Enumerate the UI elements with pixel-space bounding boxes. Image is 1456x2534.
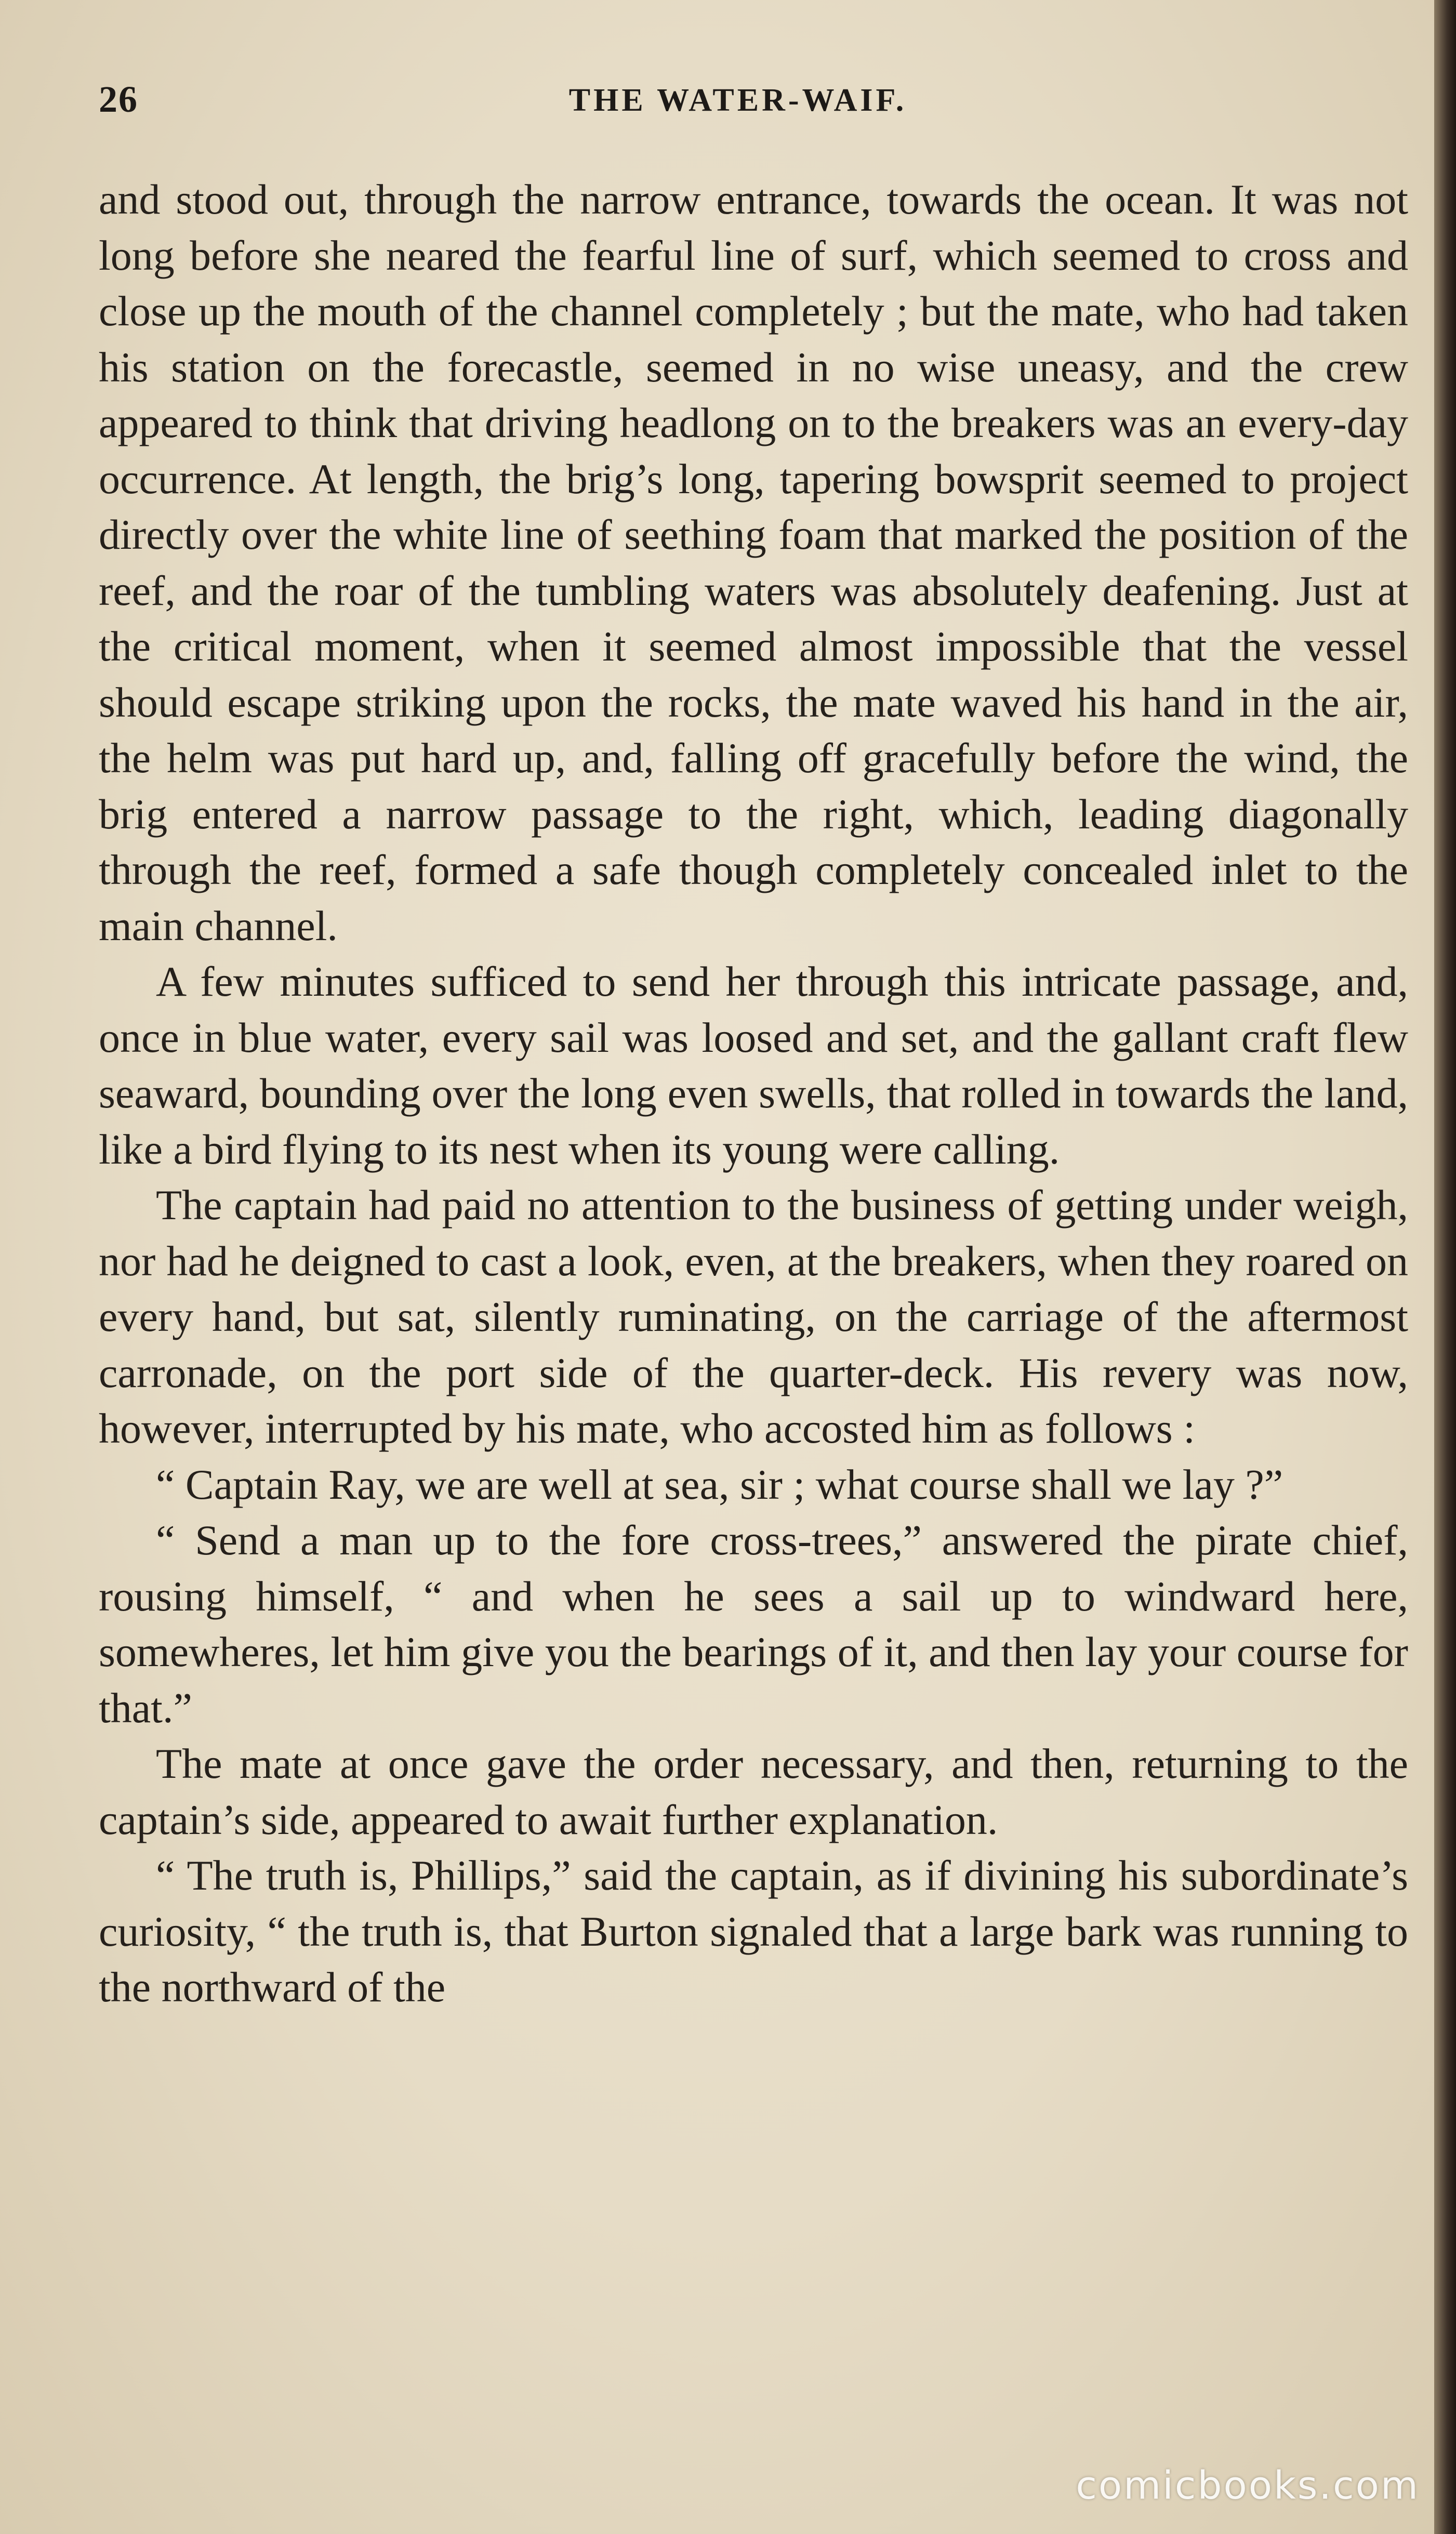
body-text bbox=[99, 171, 1408, 2015]
page-edge-shadow bbox=[1434, 0, 1456, 2534]
paragraph: “ The truth is, Phillips,” said the captain, as if divining his subordinate’s curiosity, “ the truth is, that Burton signaled that a large bark was running to the northward of the bbox=[99, 1852, 1408, 2011]
page-header bbox=[99, 78, 1408, 140]
paragraph: The captain had paid no attention to the business of getting under weigh, nor had he deigned to cast a look, even, at the breakers, when they roared on every hand, but sat, silently ruminating, on the carriage of the aftermost carronade, on the port side of the quarter-deck. His revery was now, however, interrupted by his mate, who accosted him as follows : bbox=[99, 1181, 1408, 1452]
running-title: THE WATER-WAIF. bbox=[568, 83, 907, 118]
paragraph: and stood out, through the narrow entrance, towards the ocean. It was not long before she neared the fearful line of surf, which seemed to cross and close up the mouth of the channel completely ; but the mate, who had taken his station on the forecastle, seemed in no wise uneasy, and the crew appeared to think that driving headlong on to the breakers was an every-day occurrence. At length, the brig’s long, tapering bowsprit seemed to project directly over the white line of seething foam that marked the position of the reef, and the roar of the tumbling waters was absolutely deafening. Just at the critical moment, when it seemed almost impossible that the vessel should escape striking upon the rocks, the mate waved his hand in the air, the helm was put hard up, and, falling off gracefully before the wind, the brig entered a narrow passage to the right, which, leading diagonally through the reef, formed a safe though completely concealed inlet to the main channel. bbox=[99, 176, 1408, 949]
paragraph: “ Captain Ray, we are well at sea, sir ; what course shall we lay ?” bbox=[156, 1460, 1283, 1508]
watermark: comicbooks.com bbox=[1076, 2463, 1420, 2508]
paragraph: “ Send a man up to the fore cross-trees,” answered the pirate chief, rousing himself, “ and when he sees a sail up to windward here, somewheres, let him give you the bearings of it, and then lay your course for that.” bbox=[99, 1516, 1408, 1732]
paragraph: The mate at once gave the order necessary, and then, returning to the captain’s side, appeared to await further explanation. bbox=[99, 1740, 1408, 1843]
page-number: 26 bbox=[99, 78, 138, 120]
paragraph: A few minutes sufficed to send her through this intricate passage, and, once in blue water, every sail was loosed and set, and the gallant craft flew seaward, bounding over the long even swells, that rolled in towards the land, like a bird flying to its nest when its young were calling. bbox=[99, 958, 1408, 1173]
